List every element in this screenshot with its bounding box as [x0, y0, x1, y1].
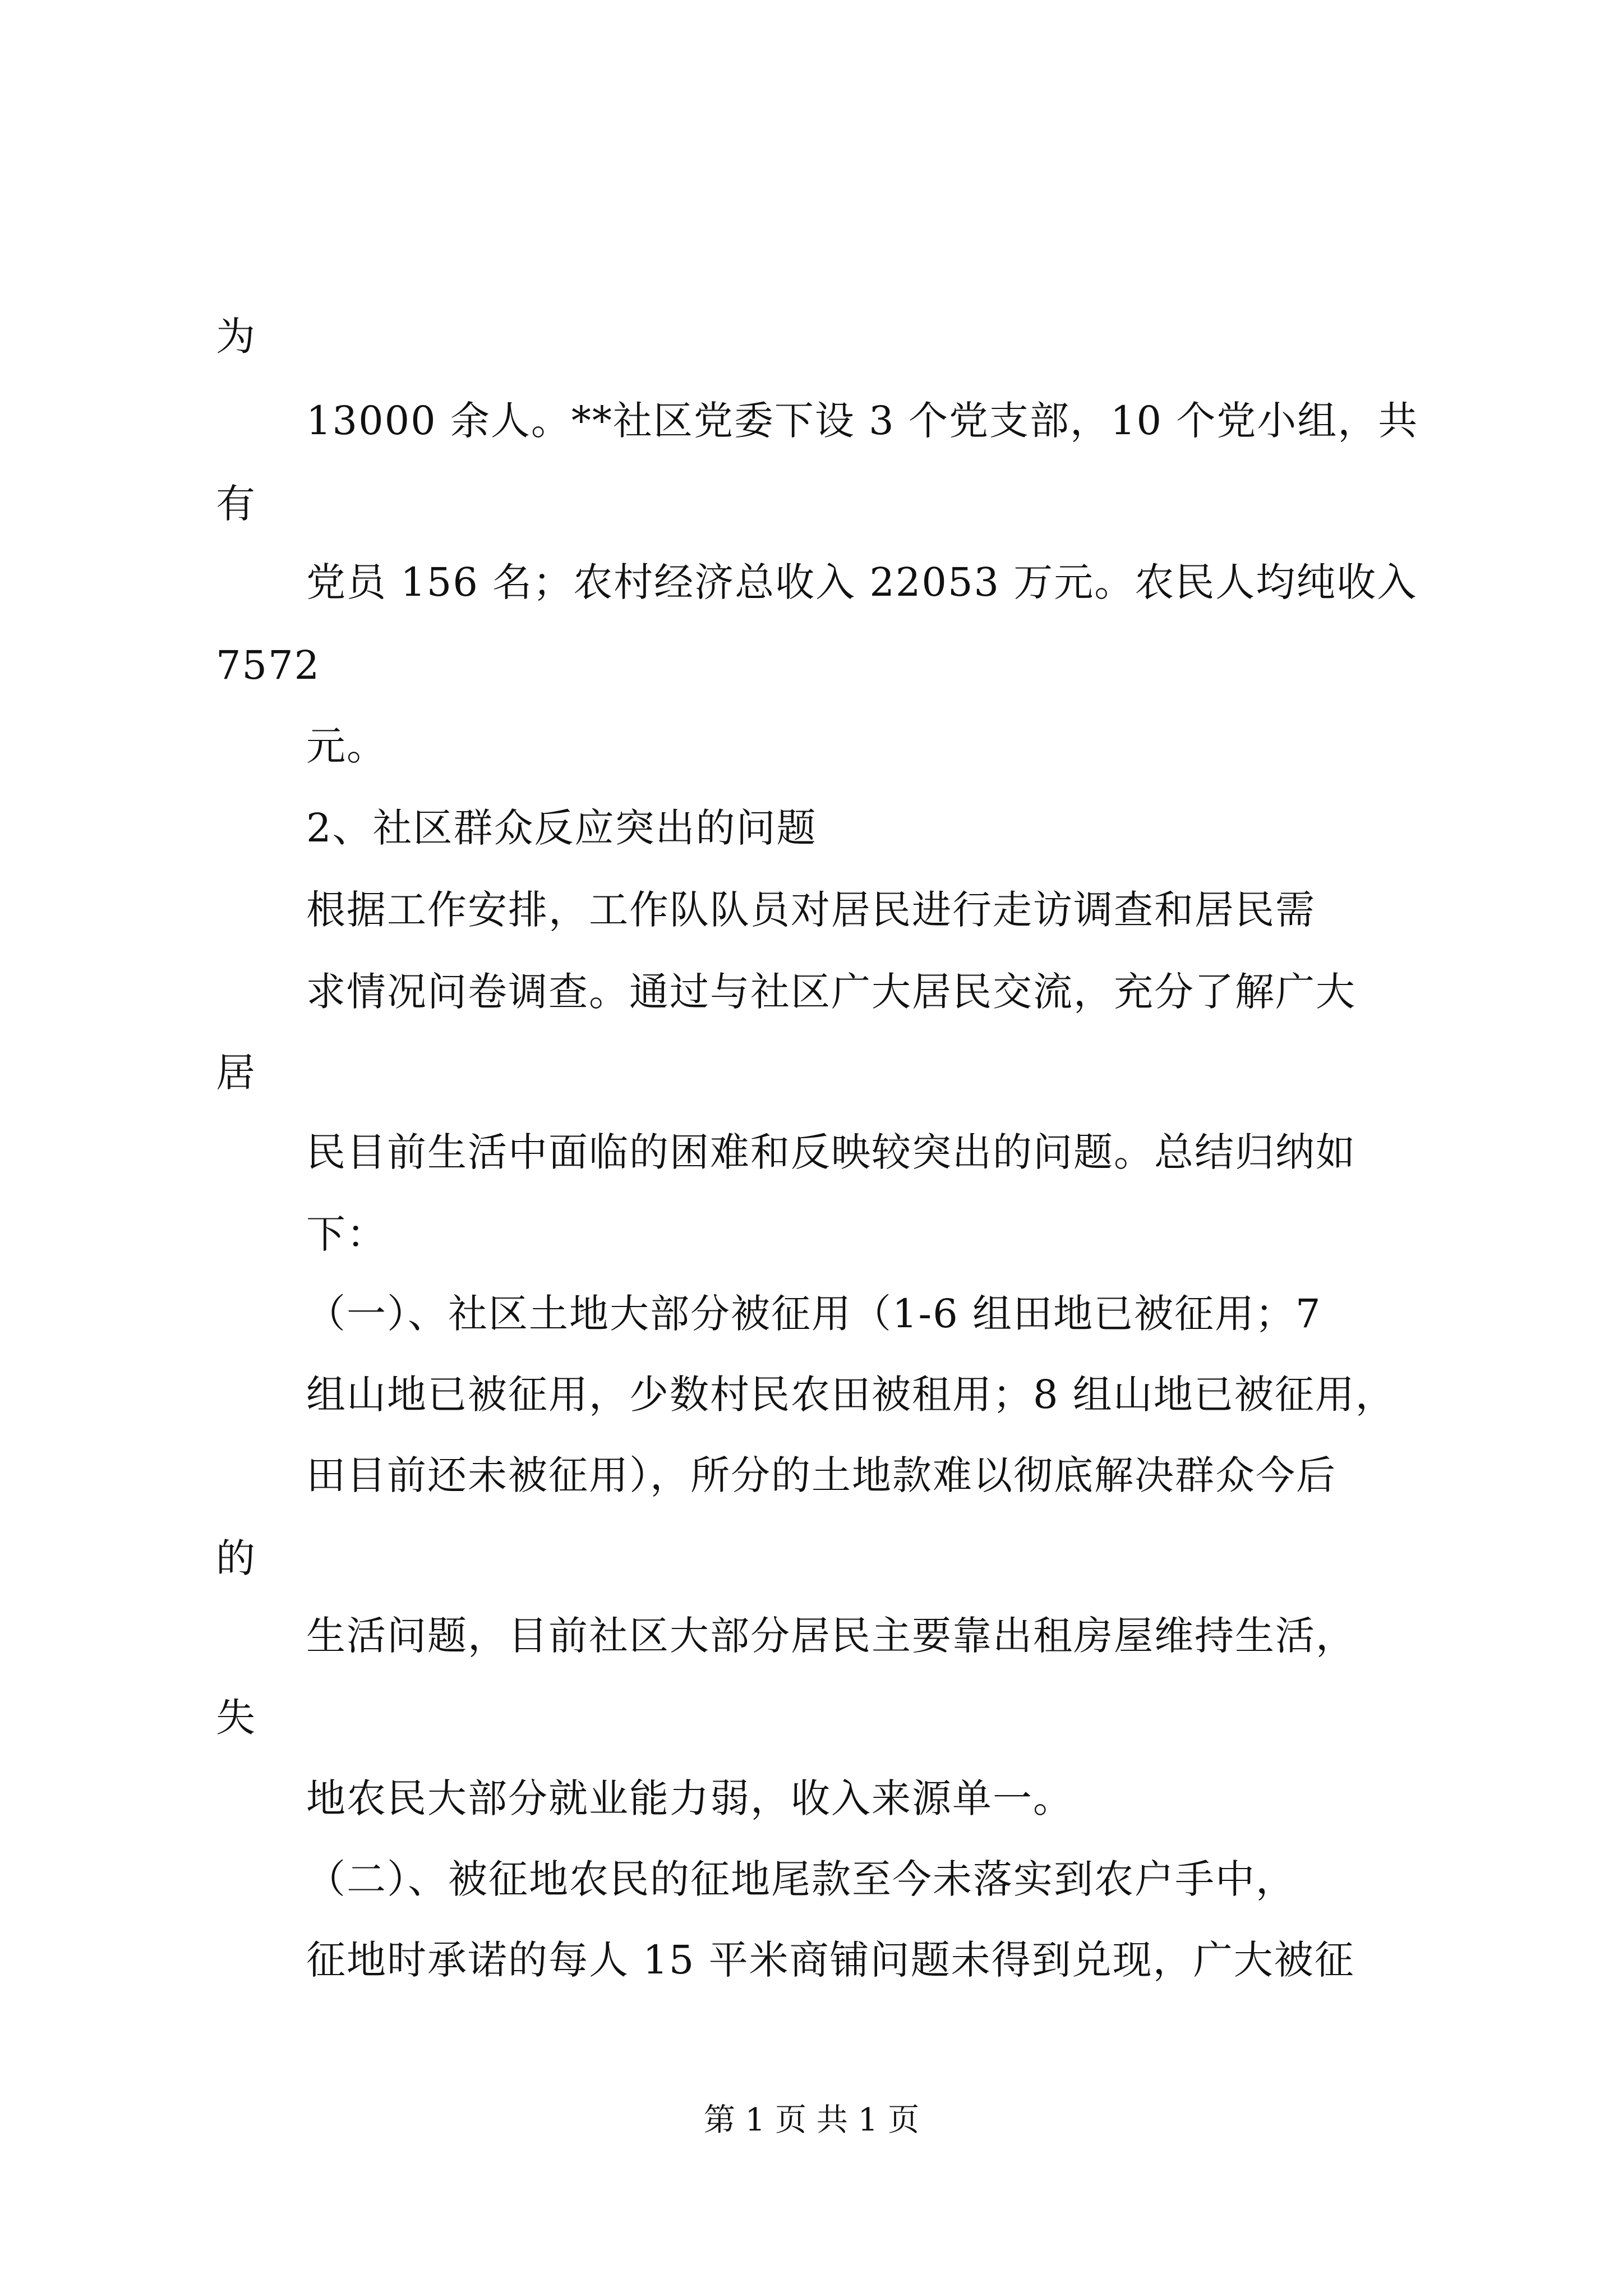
text-line: 13000 余人。**社区党委下设 3 个党支部，10 个党小组，共: [306, 398, 1419, 444]
text-line: 7572: [216, 642, 321, 688]
text-line: 组山地已被征用，少数村民农田被租用；8 组山地已被征用，: [306, 1372, 1396, 1418]
text-line: 为: [216, 314, 256, 360]
text-line: 田目前还未被征用），所分的土地款难以彻底解决群众今后: [306, 1452, 1336, 1498]
text-line: （二）、被征地农民的征地尾款至今未落实到农户手中，: [306, 1856, 1296, 1902]
section-heading: 2、社区群众反应突出的问题: [306, 805, 817, 851]
text-line: 居: [216, 1050, 256, 1096]
text-line: 元。: [306, 723, 387, 769]
text-line: 下：: [306, 1211, 387, 1257]
text-line: 征地时承诺的每人 15 平米商铺问题未得到兑现，广大被征: [306, 1937, 1355, 1983]
page-footer: 第 1 页 共 1 页: [703, 2102, 920, 2138]
text-line: 失: [216, 1695, 256, 1741]
text-line: 党员 156 名；农村经济总收入 22053 万元。农民人均纯收入: [306, 559, 1418, 605]
text-line: 求情况问卷调查。通过与社区广大居民交流，充分了解广大: [306, 969, 1356, 1015]
text-line: 地农民大部分就业能力弱，收入来源单一。: [306, 1775, 1073, 1821]
text-line: （一）、社区土地大部分被征用（1-6 组田地已被征用；7: [306, 1291, 1322, 1337]
text-line: 生活问题，目前社区大部分居民主要靠出租房屋维持生活，: [306, 1613, 1356, 1659]
text-line: 有: [216, 481, 256, 527]
text-line: 的: [216, 1535, 256, 1581]
text-line: 民目前生活中面临的困难和反映较突出的问题。总结归纳如: [306, 1129, 1356, 1175]
text-line: 根据工作安排，工作队队员对居民进行走访调查和居民需: [306, 887, 1316, 933]
